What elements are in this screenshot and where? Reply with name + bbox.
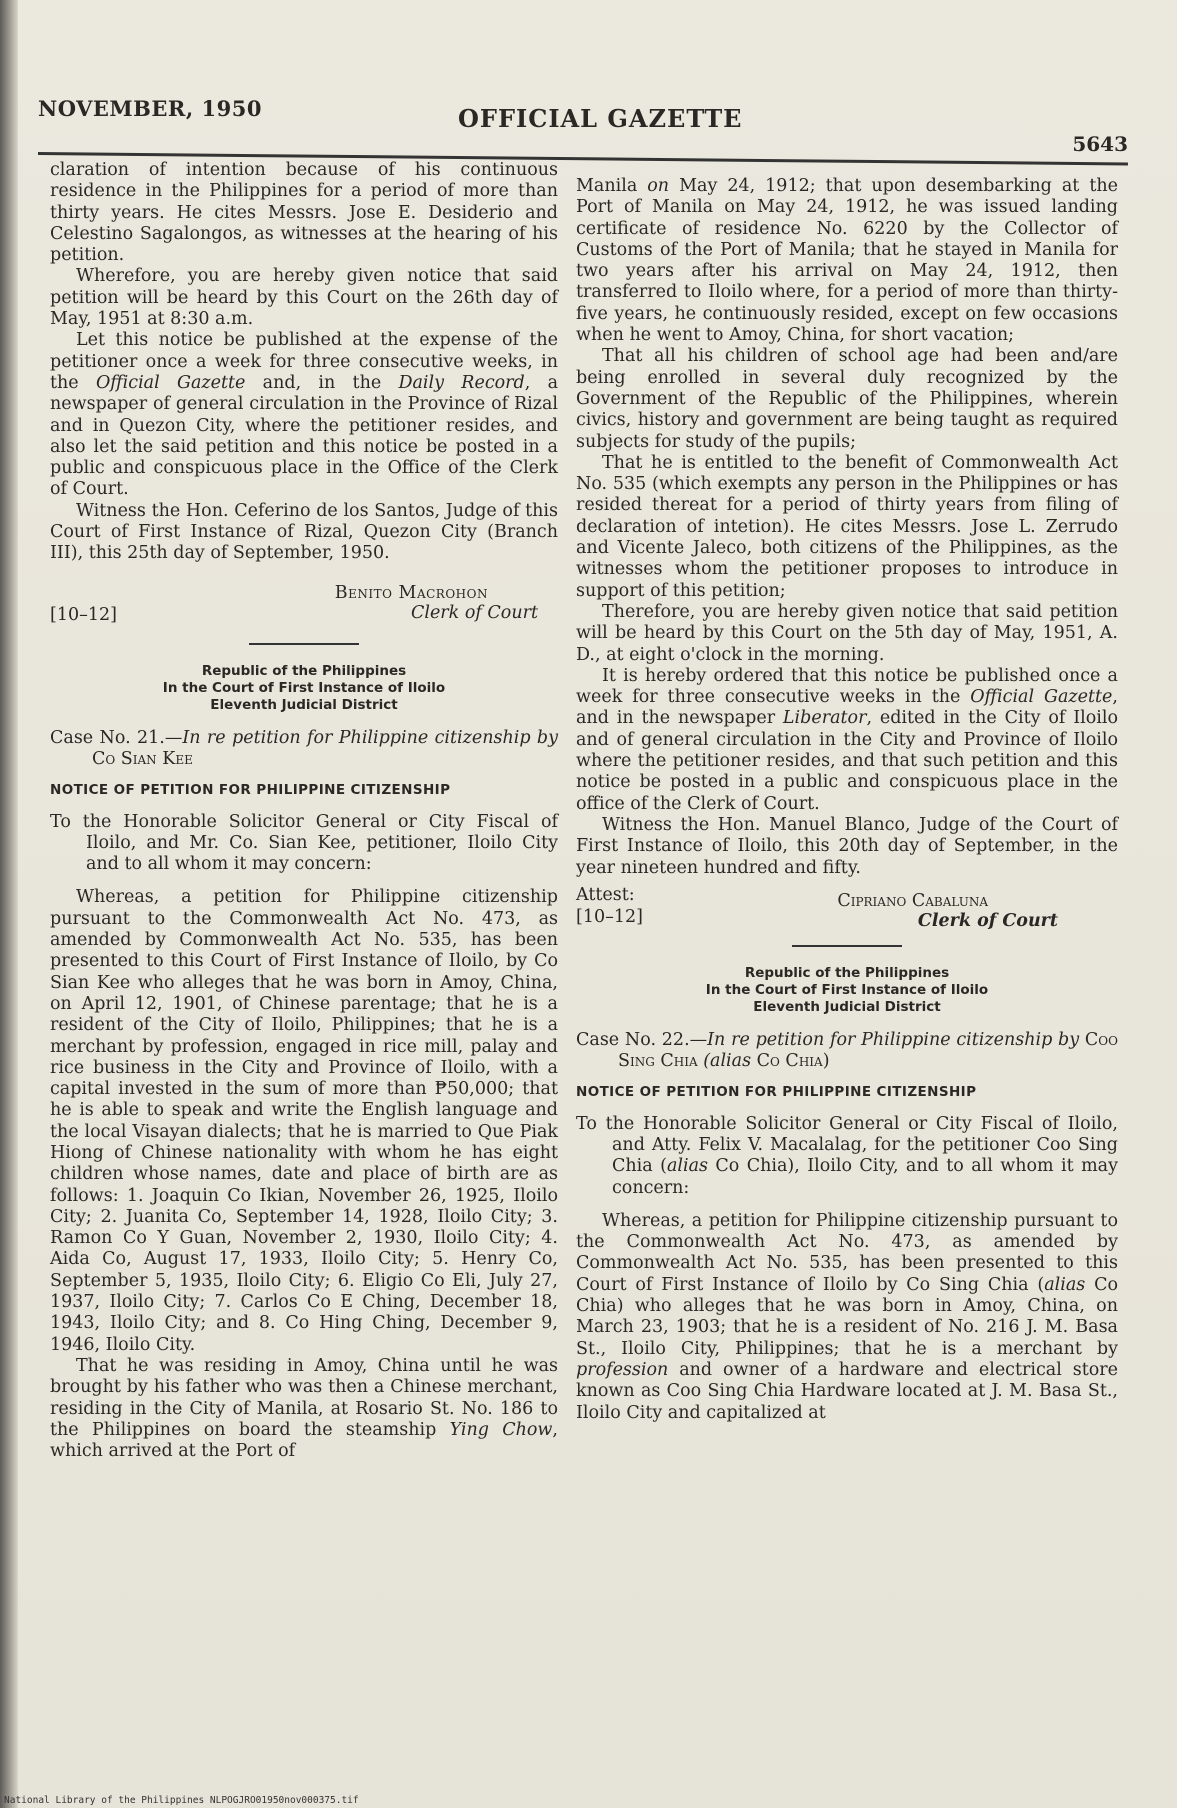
paragraph: Therefore, you are hereby given notice that said petition will be heard by this Court on the 5th day of May, 1951, A. D., at eight o'clock in the morning. bbox=[576, 601, 1118, 665]
header-title: OFFICIAL GAZETTE bbox=[458, 104, 743, 133]
signature-block bbox=[50, 583, 558, 627]
issue-ref: [10–12] bbox=[50, 604, 117, 625]
paragraph: It is hereby ordered that this notice be published once a week for three consecutive weeks in the Official Gazette, and in the newspaper Liberator, edited in the City of Iloilo and of general circulation in the City and Province of Iloilo where the petitioner resides, and that such petition and this notice be posted in a public and conspicuous place in the office of the Clerk of Court. bbox=[576, 665, 1118, 814]
paragraph: Whereas, a petition for Philippine citizenship pursuant to the Commonwealth Act No. 473, as amended by Commonwealth Act No. 535, has been presented to this Court of First Instance of Iloilo, by Co Sian Kee who alleges that he was born in Amoy, China, on April 12, 1901, of Chinese parentage; that he is a resident of the City of Iloilo, Philippines; that he is a merchant by profession, engaged in rice mill, palay and rice business in the City and Province of Iloilo, with a capital invested in the sum of more than ₱50,000; that he is able to speak and write the English language and the local Visayan dialects; that he is married to Que Piak Hiong of Chinese nationality with whom he has eight children whose names, date and place of birth are as follows: 1. Joaquin Co Ikian, November 26, 1925, Iloilo City; 2. Juanita Co, September 14, 1928, Iloilo City; 3. Ramon Co Y Guan, November 2, 1930, Iloilo City; 4. Aida Co, August 17, 1933, Iloilo City; 5. Henry Co, September 5, 1935, Iloilo City; 6. Eligio Co Eli, July 27, 1937, Iloilo City; 7. Carlos Co E Ching, December 18, 1943, Iloilo City; and 8. Co Hing Ching, December 9, 1946, Iloilo City. bbox=[50, 887, 558, 1355]
paragraph: Witness the Hon. Manuel Blanco, Judge of the Court of First Instance of Iloilo, this 20th day of September, in the year nineteen hundred and fifty. bbox=[576, 814, 1118, 878]
signatory-title: Clerk of Court bbox=[410, 602, 538, 623]
paragraph: claration of intention because of his continuous residence in the Philippines for a period of more than thirty years. He cites Messrs. Jose E. Desiderio and Celestino Sagalongos, as witnesses at the hearing of his petition. bbox=[50, 160, 558, 266]
attest-block bbox=[576, 885, 1118, 929]
address: To the Honorable Solicitor General or City Fiscal of Iloilo, and Atty. Felix V. Macalalag, for the petitioner Coo Sing Chia (alias Co Chia), Iloilo City, and to all whom it may concern: bbox=[576, 1113, 1118, 1198]
page-header bbox=[38, 96, 1128, 156]
paragraph: Let this notice be published at the expense of the petitioner once a week for three consecutive weeks, in the Official Gazette and, in the Daily Record, a newspaper of general circulation in the Province of Rizal and in Quezon City, where the petitioner resides, and also let the said petition and this notice be posted in a public and conspicuous place in the Office of the Clerk of Court. bbox=[50, 330, 559, 500]
issue-ref: [10–12] bbox=[576, 906, 643, 927]
address: To the Honorable Solicitor General or City Fiscal of Iloilo, and Mr. Co. Sian Kee, petitioner, Iloilo City and to all whom it may concern: bbox=[50, 811, 558, 875]
attest-label: Attest: bbox=[576, 884, 635, 905]
court-heading: Republic of the Philippines In the Court of First Instance of Iloilo Eleventh Judicial District bbox=[705, 964, 989, 1015]
paragraph: Witness the Hon. Ceferino de los Santos, Judge of this Court of First Instance of Rizal, Quezon City (Branch III), this 25th day of September, 1950. bbox=[50, 500, 558, 564]
paragraph: That he is entitled to the benefit of Commonwealth Act No. 535 (which exempts any person in the Philippines or has resided thereat for a period of thirty years from filing of declaration of intetion). He cites Messrs. Jose L. Zerrudo and Vicente Jaleco, both citizens of the Philippines, as the witnesses whom the petitioner proposes to introduce in support of this petition; bbox=[576, 452, 1118, 601]
notice-heading: NOTICE OF PETITION FOR PHILIPPINE CITIZENSHIP bbox=[50, 782, 451, 799]
header-date: NOVEMBER, 1950 bbox=[38, 96, 262, 121]
notice-heading: NOTICE OF PETITION FOR PHILIPPINE CITIZENSHIP bbox=[576, 1084, 977, 1101]
divider bbox=[249, 643, 359, 645]
paragraph: Whereas, a petition for Philippine citizenship pursuant to the Commonwealth Act No. 473, as amended by Commonwealth Act No. 535, has been presented to this Court of First Instance of Iloilo by Co Sing Chia (alias Co Chia) who alleges that he was born in Amoy, China, on March 23, 1903; that he is a resident of No. 216 J. M. Basa St., Iloilo City, Philippines; that he is a merchant by profession and owner of a hardware and electrical store known as Coo Sing Chia Hardware located at J. M. Basa St., Iloilo City and capitalized at bbox=[576, 1210, 1118, 1423]
paragraph: Wherefore, you are hereby given notice that said petition will be heard by this Court on the 26th day of May, 1951 at 8:30 a.m. bbox=[50, 266, 558, 330]
page-number: 5643 bbox=[1072, 132, 1128, 156]
signatory-name: Cipriano Cabaluna bbox=[837, 890, 988, 911]
paragraph: That all his children of school age had been and/are being enrolled in several duly recognized by the Government of the Republic of the Philippines, wherein civics, history and government are being taught as required subjects for study of the pupils; bbox=[576, 346, 1118, 452]
paragraph: Manila on May 24, 1912; that upon desembarking at the Port of Manila on May 24, 1912, he was issued landing certificate of residence No. 6220 by the Collector of Customs of the Port of Manila; that he stayed in Manila for two years after his arrival on May 24, 1912, then transferred to Iloilo where, for a period of more than thirty-five years, he continuously resided, except on few occasions when he went to Amoy, China, for short vacation; bbox=[576, 176, 1118, 346]
paragraph: That he was residing in Amoy, China until he was brought by his father who was then a Chinese merchant, residing in the City of Manila, at Rosario St. No. 186 to the Philippines on board the steamship Ying Chow, which arrived at the Port of bbox=[50, 1355, 558, 1462]
case-title: Case No. 22.—In re petition for Philippine citizenship by Coo Sing Chia (alias Co Chia) bbox=[576, 1029, 1118, 1072]
right-column bbox=[576, 176, 1118, 1424]
page-edge bbox=[0, 0, 18, 1808]
left-column bbox=[50, 160, 558, 1462]
signatory-name: Benito Macrohon bbox=[334, 582, 488, 603]
divider bbox=[792, 945, 902, 947]
court-heading: Republic of the Philippines In the Court of First Instance of Iloilo Eleventh Judicial District bbox=[162, 662, 446, 713]
scan-footer: National Library of the Philippines NLPOGJRO01950nov000375.tif bbox=[4, 1795, 359, 1806]
case-title: Case No. 21.—In re petition for Philippine citizenship by Co Sian Kee bbox=[50, 727, 558, 769]
signatory-title: Clerk of Court bbox=[917, 910, 1058, 931]
